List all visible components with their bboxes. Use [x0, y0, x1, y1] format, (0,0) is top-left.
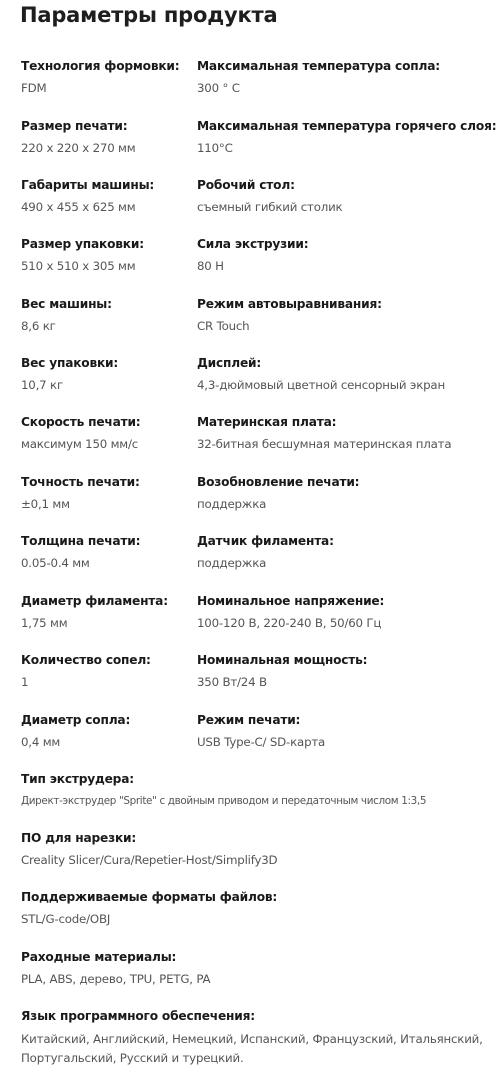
page-title: Параметры продукта: [20, 3, 278, 27]
spec-label: Размер упаковки:: [21, 237, 144, 251]
spec-item: [197, 118, 497, 156]
spec-row: [21, 118, 497, 156]
spec-item: [197, 593, 491, 631]
spec-value: поддержка: [197, 556, 267, 570]
spec-value: ±0,1 мм: [21, 497, 70, 511]
spec-value: 350 Вт/24 В: [197, 675, 267, 689]
spec-item: [197, 177, 491, 215]
spec-item: [21, 712, 197, 750]
spec-row: [21, 177, 491, 215]
spec-label: Робочий стол:: [197, 178, 295, 192]
spec-value: поддержка: [197, 497, 267, 511]
spec-value: 8,6 кг: [21, 319, 56, 333]
spec-item-materials: [21, 949, 496, 987]
spec-value: 510 x 510 x 305 мм: [21, 259, 136, 273]
spec-label: Количество сопел:: [21, 653, 151, 667]
spec-label: Точность печати:: [21, 475, 140, 489]
spec-item: [21, 236, 197, 274]
spec-label: Толщина печати:: [21, 534, 141, 548]
spec-value: 1,75 мм: [21, 616, 68, 630]
spec-item: [197, 58, 491, 96]
spec-label: Режим автовыравнивания:: [197, 297, 382, 311]
spec-value: 100-120 В, 220-240 В, 50/60 Гц: [197, 616, 382, 630]
spec-item: [197, 533, 491, 571]
spec-row: [21, 533, 491, 571]
spec-label: Габариты машины:: [21, 178, 155, 192]
spec-row: [21, 712, 491, 750]
spec-label: Сила экструзии:: [197, 237, 309, 251]
spec-value: 110°C: [197, 141, 233, 155]
spec-value: съемный гибкий столик: [197, 200, 343, 214]
spec-value: 4,3-дюймовый цветной сенсорный экран: [197, 378, 445, 392]
spec-label: Раходные материалы:: [21, 950, 177, 964]
spec-item: [21, 474, 197, 512]
spec-value: 0.05-0.4 мм: [21, 556, 90, 570]
spec-item: [197, 474, 491, 512]
spec-value: 490 x 455 x 625 мм: [21, 200, 136, 214]
spec-label: Диаметр сопла:: [21, 713, 131, 727]
spec-row: [21, 296, 491, 334]
spec-row: [21, 652, 491, 690]
spec-row: [21, 58, 491, 96]
spec-label: Язык программного обеспечения:: [21, 1009, 255, 1023]
spec-value: 32-битная бесшумная материнская плата: [197, 437, 452, 451]
spec-value: FDM: [21, 81, 47, 95]
spec-label: Режим печати:: [197, 713, 301, 727]
spec-value: CR Touch: [197, 319, 250, 333]
spec-label: ПО для нарезки:: [21, 831, 137, 845]
spec-label: Номинальное напряжение:: [197, 594, 385, 608]
spec-value: Директ-экструдер "Sprite" с двойным приводом и передаточным числом 1:3,5: [21, 795, 427, 807]
spec-item-software-language: [21, 1008, 496, 1068]
spec-label: Вес упаковки:: [21, 356, 119, 370]
spec-item: [197, 296, 491, 334]
spec-value: 1: [21, 675, 29, 689]
spec-item: [197, 712, 491, 750]
spec-label: Поддерживаемые форматы файлов:: [21, 890, 278, 904]
spec-row: [21, 236, 491, 274]
spec-item-extruder: [21, 771, 496, 809]
spec-row: [21, 355, 491, 393]
spec-item: [197, 355, 491, 393]
spec-value: 10,7 кг: [21, 378, 63, 392]
spec-value: USB Type-C/ SD-карта: [197, 735, 326, 749]
spec-label: Размер печати:: [21, 119, 128, 133]
spec-value: PLA, ABS, дерево, TPU, PETG, PA: [21, 972, 211, 986]
spec-label: Номинальная мощность:: [197, 653, 368, 667]
spec-value: Китайский, Английский, Немецкий, Испанский, Французский, Итальянский, Португальский, Русский и турецкий.: [21, 1032, 483, 1065]
spec-value: STL/G-code/OBJ: [21, 912, 111, 926]
spec-item: [21, 296, 197, 334]
spec-item: [197, 652, 491, 690]
spec-label: Максимальная температура сопла:: [197, 59, 440, 73]
spec-label: Тип экструдера:: [21, 772, 134, 786]
spec-item: [21, 652, 197, 690]
spec-label: Диаметр филамента:: [21, 594, 168, 608]
spec-row: [21, 593, 491, 631]
spec-item: [197, 236, 491, 274]
spec-value: 80 Н: [197, 259, 224, 273]
spec-item-slicer: [21, 830, 496, 868]
spec-label: Датчик филамента:: [197, 534, 334, 548]
spec-label: Дисплей:: [197, 356, 262, 370]
spec-label: Вес машины:: [21, 297, 112, 311]
spec-item: [21, 593, 197, 631]
spec-row: [21, 474, 491, 512]
spec-value: 220 x 220 x 270 мм: [21, 141, 136, 155]
spec-item: [21, 118, 197, 156]
spec-item: [21, 58, 197, 96]
spec-item: [21, 533, 197, 571]
spec-item: [21, 414, 197, 452]
spec-value: 300 ° C: [197, 81, 240, 95]
spec-item: [21, 355, 197, 393]
spec-item: [197, 414, 491, 452]
spec-label: Технология формовки:: [21, 59, 180, 73]
spec-value: 0,4 мм: [21, 735, 61, 749]
spec-item-file-formats: [21, 889, 496, 927]
spec-value: максимум 150 мм/с: [21, 437, 139, 451]
spec-value: Creality Slicer/Cura/Repetier-Host/Simplify3D: [21, 853, 278, 867]
spec-label: Материнская плата:: [197, 415, 337, 429]
spec-label: Максимальная температура горячего слоя:: [197, 119, 497, 133]
spec-item: [21, 177, 197, 215]
spec-label: Возобновление печати:: [197, 475, 360, 489]
spec-row: [21, 414, 491, 452]
spec-label: Скорость печати:: [21, 415, 141, 429]
